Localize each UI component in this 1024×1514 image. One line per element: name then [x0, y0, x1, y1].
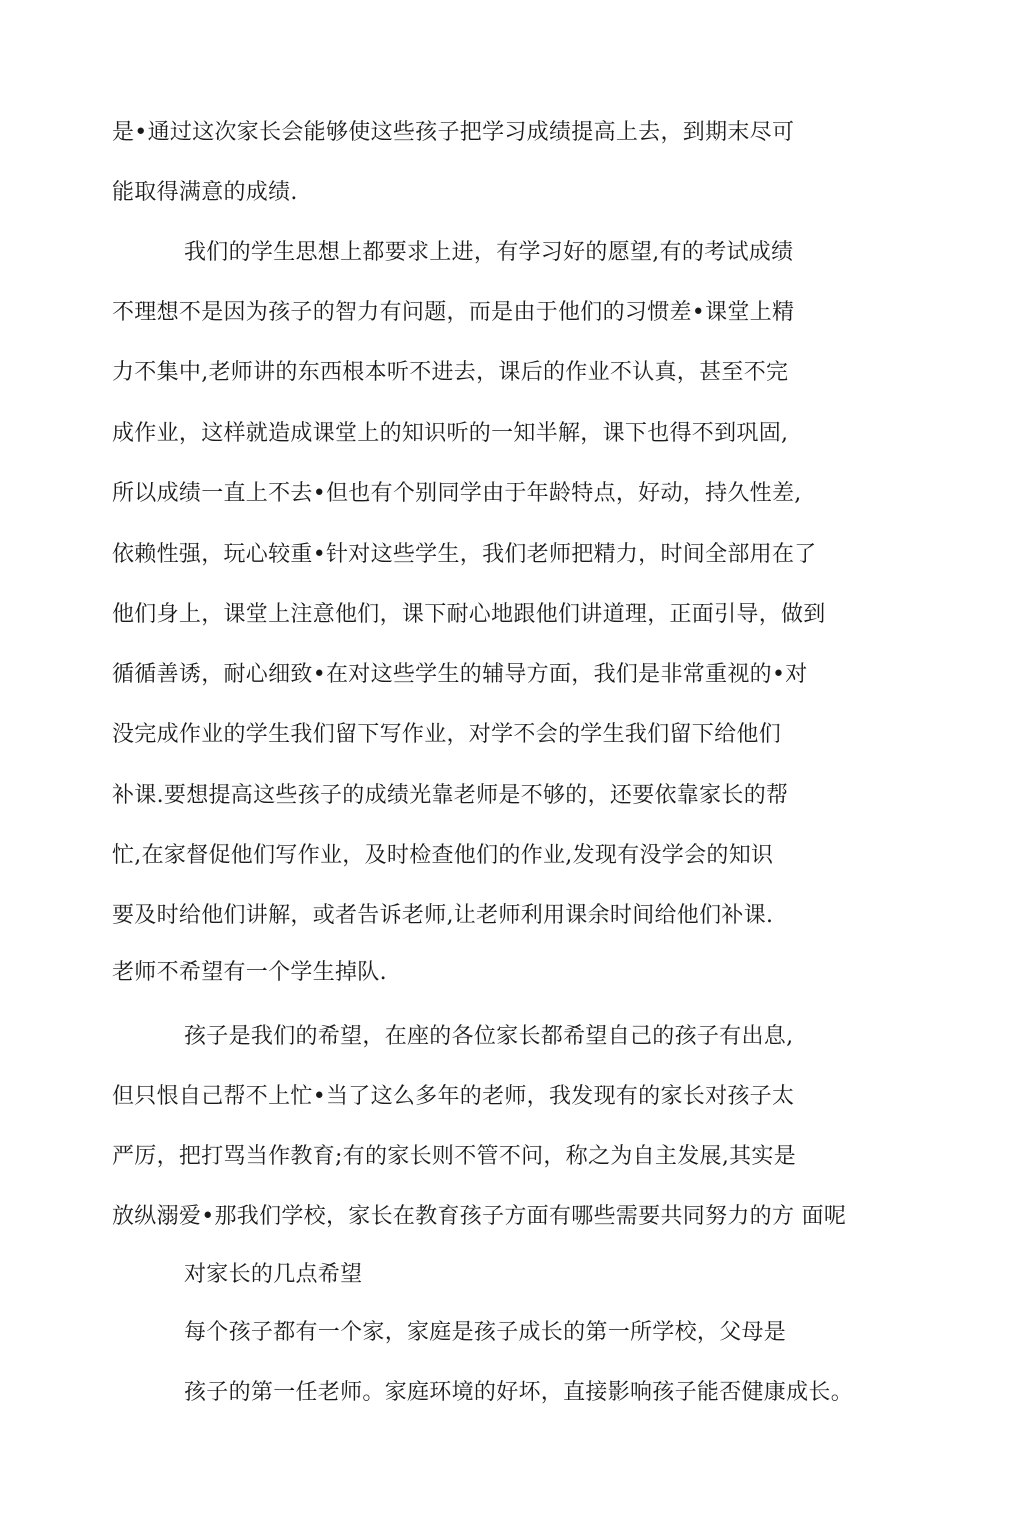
text-line: 成作业，这样就造成课堂上的知识听的一知半解，课下也得不到巩固, [112, 421, 789, 446]
text-line: 忙,在家督促他们写作业，及时检查他们的作业,发现有没学会的知识 [112, 843, 774, 868]
text-line: 老师不希望有一个学生掉队. [112, 960, 387, 985]
text-line: 放纵溺爱•那我们学校，家长在教育孩子方面有哪些需要共同努力的方 面呢 [112, 1204, 847, 1229]
section-heading: 对家长的几点希望 [184, 1262, 363, 1287]
text-line: 我们的学生思想上都要求上进，有学习好的愿望,有的考试成绩 [184, 240, 794, 265]
text-line: 孩子是我们的希望，在座的各位家长都希望自己的孩子有出息, [184, 1024, 794, 1049]
text-line: 严厉，把打骂当作教育;有的家长则不管不问，称之为自主发展,其实是 [112, 1144, 797, 1169]
text-line: 孩子的第一任老师。家庭环境的好坏，直接影响孩子能否健康成长。 [184, 1380, 854, 1405]
text-line: 能取得满意的成绩. [112, 180, 298, 205]
text-line: 没完成作业的学生我们留下写作业，对学不会的学生我们留下给他们 [112, 722, 782, 747]
text-line: 依赖性强，玩心较重•针对这些学生，我们老师把精力，时间全部用在了 [112, 542, 817, 567]
text-line: 要及时给他们讲解，或者告诉老师,让老师利用课余时间给他们补课. [112, 903, 774, 928]
text-line: 但只恨自己帮不上忙•当了这么多年的老师，我发现有的家长对孩子太 [112, 1084, 795, 1109]
text-line: 力不集中,老师讲的东西根本听不进去，课后的作业不认真，甚至不完 [112, 360, 789, 385]
text-line: 循循善诱，耐心细致•在对这些学生的辅导方面，我们是非常重视的•对 [112, 662, 808, 687]
text-line: 不理想不是因为孩子的智力有问题，而是由于他们的习惯差•课堂上精 [112, 300, 795, 325]
text-line: 补课.要想提高这些孩子的成绩光靠老师是不够的，还要依靠家长的帮 [112, 783, 789, 808]
text-line: 所以成绩一直上不去•但也有个别同学由于年龄特点，好动，持久性差, [112, 481, 802, 506]
text-line: 他们身上，课堂上注意他们，课下耐心地跟他们讲道理，正面引导，做到 [112, 602, 826, 627]
text-line: 是•通过这次家长会能够使这些孩子把学习成绩提高上去，到期末尽可 [112, 120, 795, 145]
text-line: 每个孩子都有一个家，家庭是孩子成长的第一所学校，父母是 [184, 1320, 787, 1345]
